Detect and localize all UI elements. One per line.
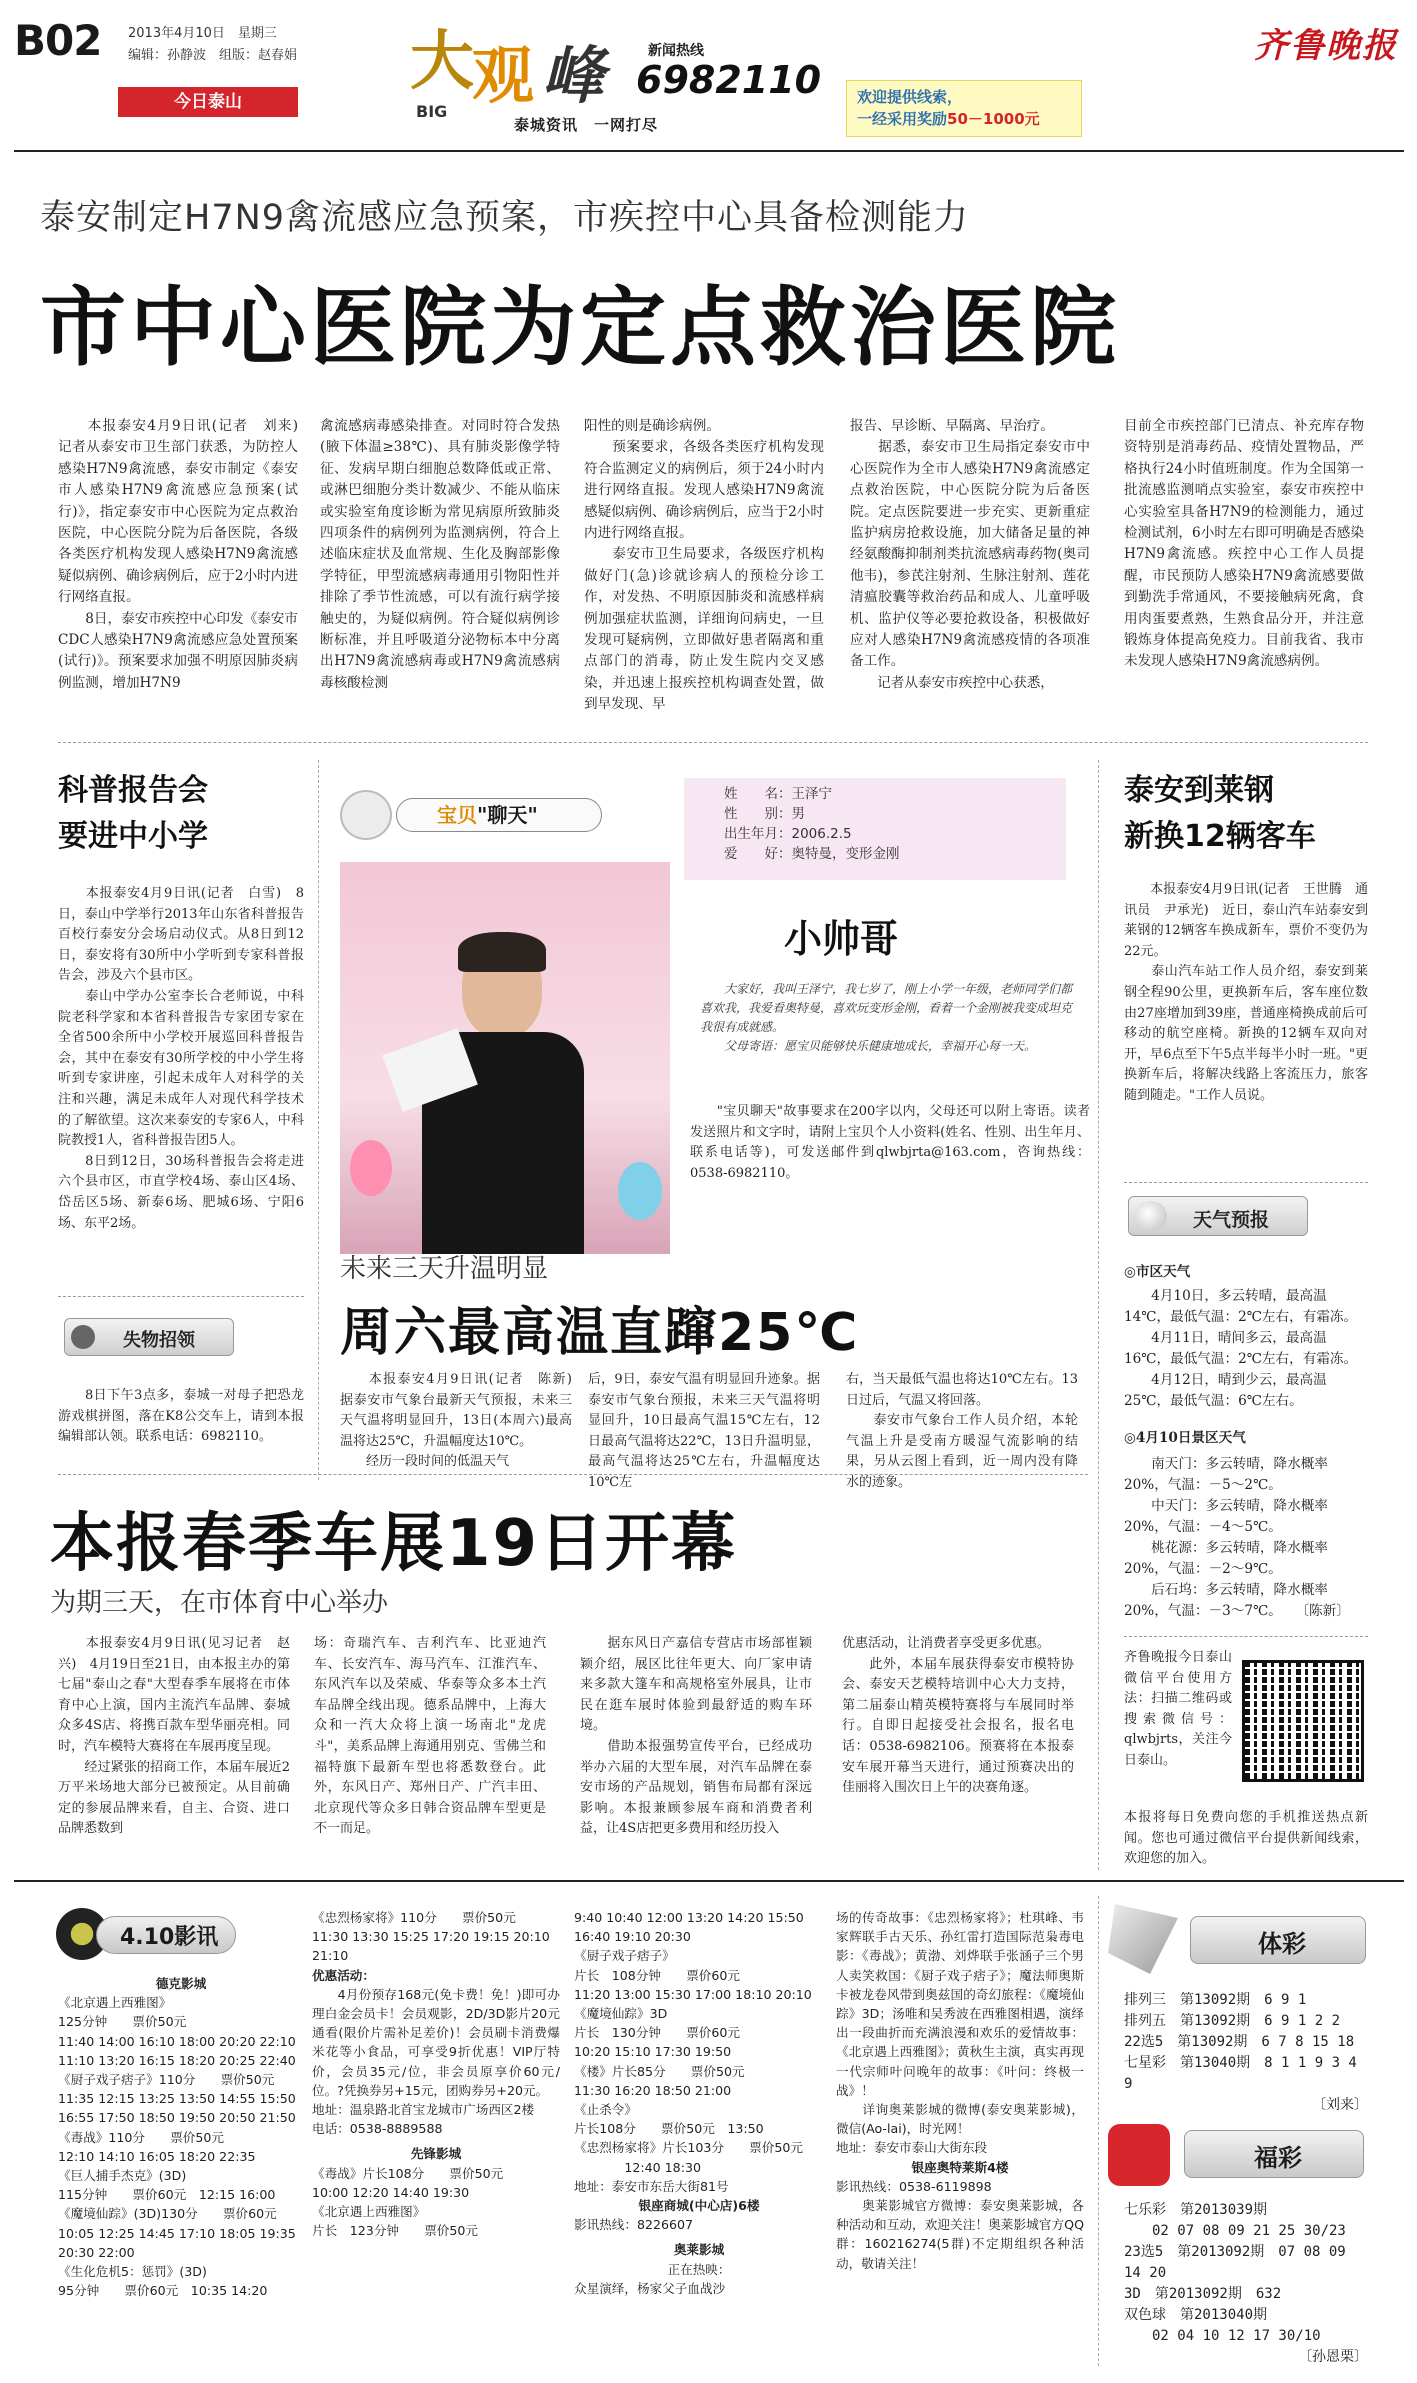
scenic-weather-taohuayuan: 桃花源：多云转晴，降水概率20%，气温：－2～9℃。 [1124, 1540, 1328, 1577]
editor-credit: 编辑：孙静波 [128, 48, 207, 63]
baby-chat-suffix: "聊天" [477, 803, 538, 827]
lost-found-label: 失物招领 [123, 1330, 195, 1351]
film-entry: 片长 123分钟 票价50元 [312, 2223, 479, 2239]
tip-reward-amount: 50－1000元 [947, 110, 1040, 128]
bus-title [1124, 768, 1316, 860]
lead-kicker: 泰安制定H7N9禽流感应急预案，市疾控中心具备检测能力 [40, 198, 970, 238]
hotline-number: 6982110 [636, 58, 822, 102]
welfare-lottery-logo-icon [1108, 2124, 1170, 2186]
weekday-text: 星期三 [237, 26, 277, 41]
baby-profile-box [684, 778, 1066, 880]
film-column-1 [58, 1974, 304, 2300]
promo-text: 众星演绎，杨家父子血战沙 [574, 2280, 726, 2296]
promo-text: 详询奥莱影城的微博(泰安奥莱影城)，微信(Ao-lai)，时光网！ [836, 2102, 1084, 2137]
science-title [58, 768, 208, 860]
film-column-4 [836, 1908, 1084, 2273]
science-title-line2: 要进中小学 [58, 819, 208, 854]
lead-column-5: 目前全市疾控部门已清点、补充库存物资特别是消毒药品、疫情处置物品，严格执行24小时值班制度。作为全国第一批流感监测哨点实验室，泰安市疾控中心实验室具备H7N9的检测能力，通过检测试剂，6小时左右即可明确是否感染H7N9禽流感。疾控中心工作人员提醒，市民预防人感染H7N9禽流感要做到勤洗手常通风，不要接触病死禽，食用肉蛋要煮熟，生熟食品分开，并注意锻炼身体提高免疫力。目前我省、我市未发现人感染H7N9禽流感病例。 [1124, 418, 1364, 670]
film-entry: 《楼》片长85分 票价50元 [574, 2063, 745, 2079]
divider-science [318, 760, 319, 1480]
film-times: 11:30 16:20 18:50 21:00 [574, 2082, 732, 2098]
balloon-left [350, 1140, 392, 1196]
lead-column-3: 阳性的则是确诊病例。 预案要求，各级各类医疗机构发现符合监测定义的病例后，须于24小时内进行网络直报。发现人感染H7N9禽流感疑似病例、确诊病例后，应当于2小时内进行网络直报。 泰安市卫生局要求，各级医疗机构做好门(急)诊就诊病人的预检分诊工作，对发热、不明原因肺炎和流感样病例加强症状监测，详细询问病史，一旦发现可疑病例，立即做好患者隔离和重点部门的消毒，防止发生院内交叉感染，并迅速上报疾控机构调查处置，做到早发现、早 [584, 418, 824, 713]
baby-story-quote: 大家好，我叫王泽宁，我七岁了，刚上小学一年级，老师同学们都喜欢我，我爱看奥特曼，喜欢玩变形金刚，看着一个金刚被我变成坦克我很有成就感。 父母寄语：愿宝贝能够快乐健康地成长，幸福开心每一天。 [700, 982, 1073, 1053]
film-entry: 《忠烈杨家将》110分 票价50元 [312, 1910, 516, 1925]
film-entry: 《北京遇上西雅图》 [58, 1995, 172, 2011]
baby-name: 姓 名：王泽宁 [724, 786, 832, 802]
city-weather-day3: 4月12日，晴到少云，最高温25℃，最低气温：6℃左右。 [1124, 1372, 1327, 1409]
lottery-row: 3D 第2013092期 632 [1124, 2286, 1282, 2302]
film-times: 10:05 12:25 14:45 17:10 18:05 19:35 [58, 2225, 296, 2241]
film-entry: 《北京遇上西雅图》 [312, 2204, 426, 2220]
film-times: 95分钟 票价60元 10:35 14:20 [58, 2283, 268, 2299]
weather-kicker: 未来三天升温明显 [340, 1254, 549, 1284]
wechat-bottom-text: 本报将每日免费向您的手机推送热点新闻。您也可通过微信平台提供新闻线索，欢迎您的加入。 [1124, 1810, 1368, 1867]
issue-date [128, 22, 277, 41]
auto-show-subtitle: 为期三天，在市体育中心举办 [50, 1588, 389, 1618]
cinema-phone: 影讯热线：0538-6119898 [836, 2178, 992, 2194]
lottery-row: 排列三 第13092期 6 9 1 [1124, 1992, 1307, 2008]
welfare-lottery-label: 福彩 [1254, 2144, 1302, 2172]
film-times: 16:55 17:50 18:50 19:50 20:50 21:50 [58, 2110, 296, 2126]
sun-cloud-icon [1135, 1201, 1167, 1231]
cinema-address-line2: 银座商城(中心店)6楼 [638, 2198, 760, 2214]
tip-line-2a: 一经采用奖励 [857, 110, 948, 128]
film-entry: 《生化危机5：惩罚》(3D) [58, 2264, 207, 2280]
promo-text: 奥莱影城官方微博：泰安奥莱影城，各种活动和互动，欢迎关注！奥莱影城官方QQ群：160216274(5群)不定期组织各种活动，敬请关注！ [836, 2198, 1084, 2271]
science-body: 本报泰安4月9日讯(记者 白雪) 8日，泰山中学举行2013年山东省科普报告百校行泰安分会场启动仪式。从8日到12日，泰安将有30所中小学听到专家科普报告会，涉及六个县市区。 泰山中学办公室李长合老师说，中科院老科学家和本省科普报告专家团专家在全省500余所中小学校开展巡回科普报告会，其中在泰安有30所学校的中小学生将听到专家讲座，引起未成年人对科学的关注和兴趣，满足未成年人对现代科学技术的了解欲望。这次来泰安的专家6人，中科院教授1人，省科普报告团5人。 8日到12日，30场科普报告会将走进六个县市区，市直学校4场、泰山区4场、岱岳区5场、新泰6场、肥城6场、宁阳6场、东平2场。 [58, 886, 304, 1231]
promo-header: 优惠活动： [312, 1967, 375, 1983]
welfare-lottery-results [1124, 2200, 1368, 2368]
film-times: 11:20 13:00 15:30 17:00 18:10 20:10 [574, 1986, 812, 2002]
baby-story-title: 小帅哥 [784, 917, 899, 961]
layout-credit: 组版：赵春娟 [219, 48, 298, 63]
film-badge-label: 4.10影讯 [120, 1925, 219, 1950]
mid-divider [58, 1474, 1088, 1475]
auto-show-column-4: 优惠活动，让消费者享受更多优惠。 此外，本届车展获得泰安市模特协会、泰安天艺模特培训中心大力支持，第二届泰山精英模特赛将与车展同时举行。自即日起接受社会报名，报名电话：0538-6982106。预赛将在本报泰安车展开幕当天进行，通过预赛决出的佳丽将入围次日上午的决赛角逐。 [842, 1636, 1074, 1796]
tip-reward-box [846, 80, 1082, 137]
city-weather-list [1124, 1286, 1368, 1412]
lottery-row: 02 07 08 09 21 25 30/23 [1124, 2223, 1346, 2239]
promo-text: 4月份预存168元(免卡费！免！)即可办理白金会员卡！会员观影，2D/3D影片20元通看(限价片需补足差价)！会员刷卡消费爆米花等小食品，可享受9折优惠！VIP厅特价，会员35元/位，非会员原享价60元/位。?凭换券另+15元，团购券另+20元。 [312, 1986, 560, 2098]
editor-credits [128, 44, 297, 63]
lead-headline: 市中心医院为定点救治医院 [40, 278, 1120, 378]
film-times: 16:40 19:10 20:30 [574, 1929, 691, 1945]
tip-line-2 [857, 108, 1071, 130]
film-entry: 《毒战》片长108分 票价50元 [312, 2165, 504, 2181]
divider-right [1098, 760, 1099, 1870]
lottery-credit: 〔刘来〕 [1312, 2097, 1368, 2113]
weather-headline: 周六最高温直蹿25℃ [340, 1303, 860, 1363]
baby-photo [340, 862, 670, 1254]
baby-chat-notice: "宝贝聊天"故事要求在200字以内，父母还可以附上寄语。读者发送照片和文字时，请附上宝贝个人小资料(姓名、性别、出生年月、联系电话等)，可发送邮件到qlwbjrta@163.com，咨询热线：0538-6982110。 [690, 1104, 1090, 1181]
film-entry: 《止杀令》 [574, 2102, 637, 2118]
scenic-weather-zhongtianmen: 中天门：多云转晴，降水概率20%，气温：－4～5℃。 [1124, 1498, 1328, 1535]
lost-found-body: 8日下午3点多，泰城一对母子把恐龙游戏棋拼图，落在K8公交车上，请到本报编辑部认领。联系电话：6982110。 [58, 1388, 304, 1445]
film-times: 12:40 18:30 [574, 2159, 701, 2175]
film-entry: 片长 108分钟 票价60元 [574, 1967, 741, 1983]
baby-photo-hair [458, 932, 546, 972]
sports-lottery-logo-icon [1108, 1904, 1178, 1974]
film-times: 11:30 13:30 15:25 17:20 19:15 20:10 [312, 1929, 550, 1945]
science-title-line1: 科普报告会 [58, 773, 208, 808]
forecast-badge [1128, 1196, 1308, 1236]
auto-show-column-2: 场：奇瑞汽车、吉利汽车、比亚迪汽车、长安汽车、海马汽车、江淮汽车、东风汽车以及荣威、华泰等众多本土汽车品牌全线出现。德系品牌中，上海大众和一汽大众将上演一场南北"龙虎斗"，美系品牌上海通用别克、雪佛兰和福特旗下最新车型也将悉数登台。此外，东风日产、郑州日产、广汽丰田、北京现代等众多日韩合资品牌车型更是不一而足。 [314, 1636, 546, 1837]
cinema-phone: 电话：0538-8889588 [312, 2121, 443, 2137]
cinema-address: 地址：温泉路北首宝龙城市广场西区2楼 [312, 2102, 535, 2118]
paper-logo: 齐鲁晚报 [1254, 26, 1398, 66]
cinema-name: 奥莱影城 [673, 2242, 725, 2258]
date-text: 2013年4月10日 [128, 26, 225, 41]
film-times: 10:00 12:20 14:40 19:30 [312, 2184, 470, 2200]
lead-column-1: 本报泰安4月9日讯(记者 刘来) 记者从泰安市卫生部门获悉，为防控人感染H7N9禽流感，泰安市制定《泰安市人感染H7N9禽流感应急预案(试行)》，指定泰安市中心医院为定点救治医院，中心医院分院为后备医院，各级各类医疗机构发现人感染H7N9禽流感疑似病例、确诊病例后，应于2小时内进行网络直报。 8日，泰安市疾控中心印发《泰安市CDC人感染H7N9禽流感应急处置预案(试行)》。预案要求加强不明原因肺炎病例监测，增加H7N9 [58, 418, 298, 691]
sports-lottery-label: 体彩 [1258, 1930, 1306, 1958]
film-times: 20:30 22:00 [58, 2244, 135, 2260]
hotline-label: 新闻热线 [648, 43, 704, 59]
film-times: 11:40 14:00 16:10 18:00 20:20 22:10 [58, 2033, 296, 2049]
column-logo-guan: 观 [472, 39, 535, 112]
film-entry: 片长 130分钟 票价60元 [574, 2025, 741, 2041]
divider-lottery [1098, 1896, 1099, 2366]
header-rule [14, 150, 1404, 152]
film-times: 12:10 14:10 16:05 18:20 22:35 [58, 2148, 256, 2164]
balloon-right [618, 1162, 662, 1220]
cinema-name: 先锋影城 [410, 2146, 462, 2162]
baby-chat-badge [340, 786, 608, 842]
welfare-lottery-badge [1108, 2120, 1370, 2190]
bottom-section-rule [14, 1880, 1404, 1882]
lead-column-4: 报告、早诊断、早隔离、早治疗。 据悉，泰安市卫生局指定泰安市中心医院作为全市人感染H7N9禽流感定点救治医院，中心医院分院为后备医院。定点医院要进一步充实、更新重症监护病房抢救设施，加大储备足量的神经氨酸酶抑制剂类抗流感病毒药物(奥司他韦)，参芪注射剂、生脉注射剂、莲花清瘟胶囊等救治药品和成人、儿童呼吸机、监护仪等必要抢救设备，积极做好应对人感染H7N9禽流感疫情的各项准备工作。 记者从泰安市疾控中心获悉， [850, 418, 1090, 691]
cinema-address-line2: 银座奥特莱斯4楼 [911, 2159, 1009, 2175]
film-times: 10:20 15:10 17:30 19:50 [574, 2044, 732, 2060]
auto-show-headline: 本报春季车展19日开幕 [50, 1507, 738, 1581]
forecast-label: 天气预报 [1193, 1209, 1270, 1231]
auto-show-column-3: 据东风日产嘉信专营店市场部崔颖颖介绍，展区比往年更大、向厂家申请来多款大篷车和高规格室外展具，让市民在逛车展时体验到最舒适的购车环境。 借助本报强势宣传平台，已经成功举办六届的大型车展，对汽车品牌在泰安市场的产品规划，销售布局都有深远影响。本报兼顾参展车商和消费者利益，让4S店把更多费用和经历投入 [580, 1636, 812, 1837]
film-times: 11:35 12:15 13:25 13:50 14:55 15:50 [58, 2091, 296, 2107]
cinema-name: 德克影城 [155, 1976, 207, 1991]
baby-chat-label [396, 798, 602, 832]
scenic-weather-nantianmen: 南天门：多云转晴，降水概率20%，气温：－5～2℃。 [1124, 1456, 1328, 1493]
sports-lottery-badge [1108, 1904, 1370, 1978]
lead-divider [58, 742, 1368, 743]
lost-found-badge [64, 1318, 234, 1356]
science-divider [58, 1296, 304, 1297]
weather-column-1: 本报泰安4月9日讯(记者 陈新) 据泰安市气象台最新天气预报，未来三天气温将明显回升，13日(本周六)最高温将达25℃，升温幅度达10℃。 经历一段时间的低温天气 [340, 1372, 572, 1470]
baby-chat-prefix: 宝贝 [437, 803, 477, 827]
column-logo-big-en: BIG [416, 102, 448, 121]
forecast-divider [1124, 1636, 1368, 1637]
column-logo [410, 20, 830, 150]
promo-header: 正在热映： [667, 2261, 731, 2277]
cinema-phone: 影讯热线：8226607 [574, 2217, 694, 2233]
film-entry: 《毒战》110分 票价50元 [58, 2129, 225, 2145]
tip-line-1: 欢迎提供线索， [857, 88, 963, 106]
baby-hobby: 爱 好：奥特曼，变形金刚 [724, 846, 900, 862]
film-entry: 《巨人捕手杰克》(3D) [58, 2168, 187, 2184]
baby-mascot-icon [340, 790, 392, 840]
column-logo-feng: 峰 [542, 39, 605, 112]
film-times: 11:10 13:20 16:15 18:20 20:25 22:40 [58, 2052, 296, 2068]
lead-column-2: 禽流感病毒感染排查。对同时符合发热(腋下体温≥38℃)、具有肺炎影像学特征、发病早期白细胞总数降低或正常、或淋巴细胞分类计数减少、不能从临床或实验室角度诊断为常见病原所致肺炎四项条件的病例列为监测病例，符合上述临床症状及血常规、生化及胸部影像学特征，甲型流感病毒通用引物阳性并排除了季节性流感，可以有流行病学接触史的，为疑似病例。符合疑似病例诊断标准，并且呼吸道分泌物标本中分离出H7N9禽流感病毒或H7N9禽流感病毒核酸检测 [320, 418, 560, 691]
weather-column-2: 后，9日，泰安气温有明显回升迹象。据泰安市气象台预报，未来三天气温将明显回升，10日最高气温15℃左右，12日最高气温将达22℃，13日升温明显，最高气温将达25℃左右，升温幅度达10℃左 [588, 1372, 820, 1490]
sports-lottery-results [1124, 1990, 1368, 2116]
wechat-side-text: 齐鲁晚报今日泰山微信平台使用方法：扫描二维码或搜索微信号：qlwbjrts，关注今日泰山。 [1124, 1650, 1232, 1768]
film-entry: 《忠烈杨家将》片长103分 票价50元 [574, 2140, 803, 2156]
film-entry: 片长108分 票价50元 13:50 [574, 2121, 764, 2137]
city-weather-day2: 4月11日，晴间多云，最高温16℃，最低气温：2℃左右，有霜冻。 [1124, 1330, 1358, 1367]
lottery-row: 23选5 第2013092期 07 08 09 14 20 [1124, 2244, 1346, 2281]
film-badge [56, 1908, 240, 1962]
film-column-2 [312, 1908, 560, 2240]
speaker-icon [71, 1325, 95, 1349]
city-weather-day1: 4月10日，多云转晴，最高温14℃，最低气温：2℃左右，有霜冻。 [1124, 1288, 1358, 1325]
lottery-credit: 〔孙恩栗〕 [1298, 2349, 1368, 2365]
film-entry: 125分钟 票价50元 [58, 2014, 187, 2030]
lottery-row: 02 04 10 12 17 30/10 [1124, 2328, 1321, 2344]
film-times: 21:10 [312, 1948, 349, 1964]
film-times: 9:40 10:40 12:00 13:20 14:20 15:50 [574, 1910, 804, 1925]
promo-text: 场的传奇故事：《忠烈杨家将》；杜琪峰、韦家辉联手古天乐、孙红雷打造国际范枭毒电影：《毒战》；黄渤、刘烨联手张涵子三个男人卖笑救国：《厨子戏子痞子》；魔法师奥斯卡被龙卷风带到奥兹国的奇幻旅程：《魔境仙踪》3D；汤唯和吴秀波在西雅图相遇，演绎出一段曲折而充满浪漫和欢乐的爱情故事：《北京遇上西雅图》；黄秋生主演，真实再现一代宗师叶问晚年的故事：《叶问：终极一战》！ [836, 1910, 1084, 2098]
lottery-row: 七星彩 第13040期 8 1 1 9 3 4 9 [1124, 2055, 1357, 2092]
film-entry: 《厨子戏子痞子》 [574, 1948, 675, 1964]
bus-body: 本报泰安4月9日讯(记者 王世腾 通讯员 尹承光) 近日，泰山汽车站泰安到莱钢的12辆客车换成新车，票价不变仍为22元。 泰山汽车站工作人员介绍，泰安到莱钢全程90公里，更换新车后，客车座位数由27座增加到39座，普通座椅换成前后可移动的航空座椅。新换的12辆车双向对开，早6点至下午5点半每半小时一班。"更换新车后，将解决线路上客流压力，旅客随到随走。"工作人员说。 [1124, 882, 1368, 1103]
scenic-weather-houshiwu: 后石坞：多云转晴，降水概率20%，气温：－3～7℃。 〔陈新〕 [1124, 1582, 1350, 1619]
weather-column-3: 右，当天最低气温也将达10℃左右。13日过后，气温又将回落。 泰安市气象台工作人员介绍，本轮气温上升是受南方暖湿气流影响的结果，另从云图上看到，近一周内没有降水的迹象。 [846, 1372, 1078, 1490]
film-times: 115分钟 票价60元 12:15 16:00 [58, 2187, 276, 2203]
lottery-row: 排列五 第13092期 6 9 1 2 2 [1124, 2013, 1341, 2029]
film-entry: 《魔境仙踪》3D [574, 2006, 668, 2022]
cinema-address: 地址：泰安市泰山大街东段 [836, 2140, 988, 2156]
baby-gender: 性 别：男 [724, 806, 805, 822]
bus-divider [1124, 1182, 1368, 1183]
scenic-weather-header: ◎4月10日景区天气 [1124, 1430, 1246, 1446]
bus-title-line1: 泰安到莱钢 [1124, 773, 1274, 808]
film-entry: 《魔境仙踪》(3D)130分 票价60元 [58, 2206, 277, 2222]
city-weather-header: ◎市区天气 [1124, 1264, 1191, 1280]
baby-birth: 出生年月：2006.2.5 [724, 826, 852, 842]
cinema-address: 地址：泰安市东岳大街81号 [574, 2178, 729, 2194]
section-tag: 今日泰山 [118, 87, 298, 117]
wechat-qr-code[interactable] [1242, 1660, 1364, 1782]
column-subtitle: 泰城资讯 一网打尽 [514, 116, 659, 134]
page-number: B02 [14, 16, 102, 65]
lottery-row: 22选5 第13092期 6 7 8 15 18 [1124, 2034, 1355, 2050]
auto-show-column-1: 本报泰安4月9日讯(见习记者 赵兴) 4月19日至21日，由本报主办的第七届"泰山之春"大型春季车展将在市体育中心上演，国内主流汽车品牌、泰城众多4S店、将携百款车型华丽亮相。同时，汽车模特大赛将在车展再度呈现。 经过紧张的招商工作，本届车展近2万平米场地大部分已被预定。从目前确定的参展品牌来看，自主、合资、进口品牌悉数到 [58, 1636, 290, 1837]
scenic-weather-list [1124, 1454, 1368, 1622]
lottery-row: 七乐彩 第2013039期 [1124, 2202, 1268, 2218]
film-column-3 [574, 1908, 824, 2298]
column-logo-big: 大 [410, 25, 474, 99]
lottery-row: 双色球 第2013040期 [1124, 2307, 1268, 2323]
film-entry: 《厨子戏子痞子》110分 票价50元 [58, 2072, 275, 2088]
bus-title-line2: 新换12辆客车 [1124, 819, 1316, 854]
